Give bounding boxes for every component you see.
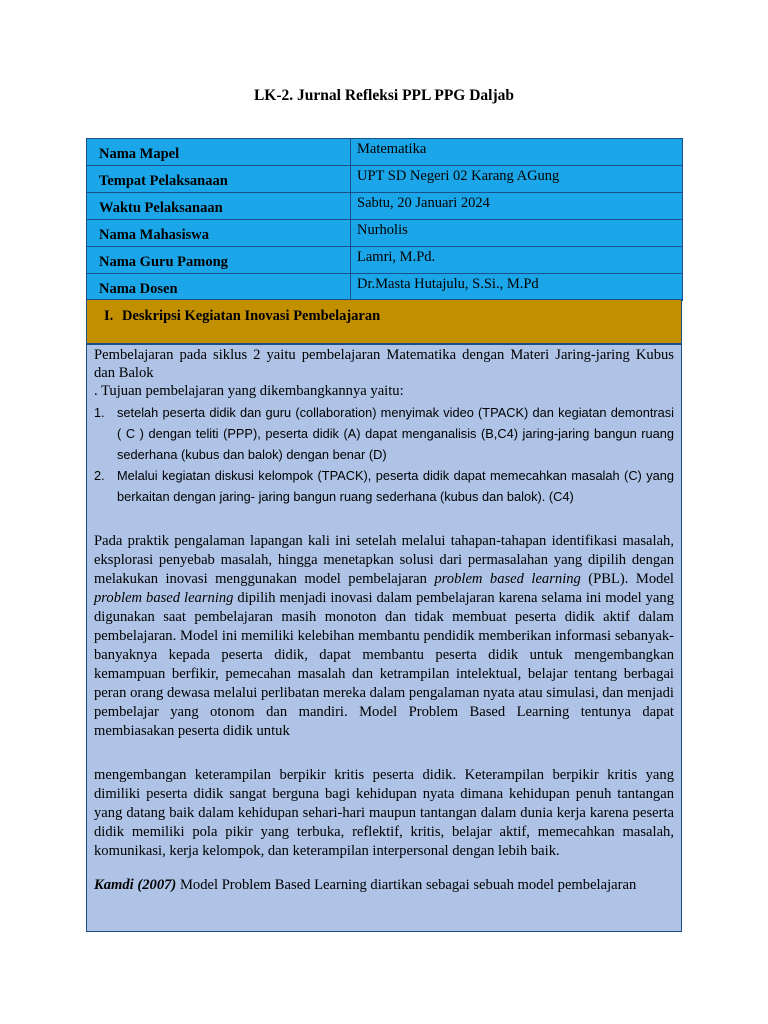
info-value: Lamri, M.Pd.	[351, 247, 683, 274]
info-label: Tempat Pelaksanaan	[87, 166, 351, 193]
info-row-tempat	[87, 166, 683, 193]
info-label: Waktu Pelaksanaan	[87, 193, 351, 220]
section-number: I.	[104, 308, 114, 324]
info-value: Dr.Masta Hutajulu, S.Si., M.Pd	[351, 274, 683, 301]
info-row-waktu	[87, 193, 683, 220]
list-item-text: setelah peserta didik dan guru (collaboration) menyimak video (TPACK) dan kegiatan demontrasi ( C ) dengan teliti (PPP), peserta didik (A) dapat menganalisis (B,C4) jaring-jaring bangun ruang sederhana (kubus dan balok) dengan benar (D)	[117, 405, 674, 462]
info-row-mapel	[87, 139, 683, 166]
list-item	[94, 465, 674, 507]
list-item-text: Melalui kegiatan diskusi kelompok (TPACK), peserta didik dapat memecahkan masalah (C) yang berkaitan dengan jaring- jaring bangun ruang sederhana (kubus dan balok). (C4)	[117, 468, 674, 504]
intro-paragraph: Pembelajaran pada siklus 2 yaitu pembelajaran Matematika dengan Materi Jaring-jaring Kubus dan Balok	[94, 347, 674, 381]
critical-thinking-paragraph: mengembangan keterampilan berpikir kritis peserta didik. Keterampilan berpikir kritis yang dimiliki peserta didik sangat berguna bagi kehidupan nyata dimana kehidupan penuh tantangan yang datang baik dalam kehidupan sehari-hari maupun tantangan dalam dunia kerja karena peserta didik memiliki pola pikir yang terbuka, reflektif, kritis, belajar aktif, memecahkan masalah, komunikasi, kerja kelompok, dan keterampilan interpersonal dengan lebih baik.	[94, 767, 674, 859]
goals-lead: . Tujuan pembelajaran yang dikembangkannya yaitu:	[94, 383, 404, 399]
document-title: LK-2. Jurnal Refleksi PPL PPG Daljab	[253, 87, 515, 104]
info-label: Nama Mahasiswa	[87, 220, 351, 247]
goals-list	[94, 402, 674, 507]
section-header	[86, 299, 682, 344]
list-item-number: 1.	[94, 405, 105, 420]
pbl-paragraph	[94, 532, 674, 741]
info-table	[86, 138, 683, 301]
info-label: Nama Dosen	[87, 274, 351, 301]
pbl-text-b: (PBL). Model	[580, 571, 674, 587]
info-row-pamong	[87, 247, 683, 274]
pbl-term: problem based learning	[434, 571, 581, 587]
kamdi-paragraph	[94, 876, 674, 895]
section-body	[86, 344, 682, 932]
kamdi-text: Model Problem Based Learning diartikan sebagai sebuah model pembelajaran	[176, 877, 637, 893]
info-label: Nama Guru Pamong	[87, 247, 351, 274]
list-item	[94, 402, 674, 465]
info-value: Sabtu, 20 Januari 2024	[351, 193, 683, 220]
info-value: Matematika	[351, 139, 683, 166]
citation: Kamdi (2007)	[94, 877, 177, 893]
pbl-text-c: dipilih menjadi inovasi dalam pembelajaran karena selama ini model yang digunakan saat pembelajaran masih monoton dan tidak membuat peserta didik aktif dalam pembelajaran. Model ini memiliki kelebihan membantu pendidik memberikan informasi sebanyak-banyaknya kepada peserta didik, dapat membantu peserta didik untuk mengembangkan kemampuan berfikir, pemecahan masalah dan ketrampilan intelektual, belajar tentang berbagai peran orang dewasa melalui perlibatan mereka dalam pengalaman nyata atau simulasi, dan menjadi pembelajar yang otonom dan mandiri. Model Problem Based Learning tentunya dapat membiasakan peserta didik untuk	[94, 590, 674, 739]
info-row-dosen	[87, 274, 683, 301]
info-value: UPT SD Negeri 02 Karang AGung	[351, 166, 683, 193]
pbl-text-a: Pada praktik pengalaman lapangan kali ini setelah melalui tahapan-tahapan identifikasi masalah, eksplorasi penyebab masalah, hingga menetapkan solusi dari permasalahan yang dipilih dengan melakukan inovasi menggunakan model pembelajaran	[94, 533, 674, 587]
list-item-number: 2.	[94, 468, 105, 483]
info-label: Nama Mapel	[87, 139, 351, 166]
pbl-term: problem based learning	[94, 590, 234, 606]
info-row-mahasiswa	[87, 220, 683, 247]
section-heading: Deskripsi Kegiatan Inovasi Pembelajaran	[122, 308, 381, 324]
info-value: Nurholis	[351, 220, 683, 247]
